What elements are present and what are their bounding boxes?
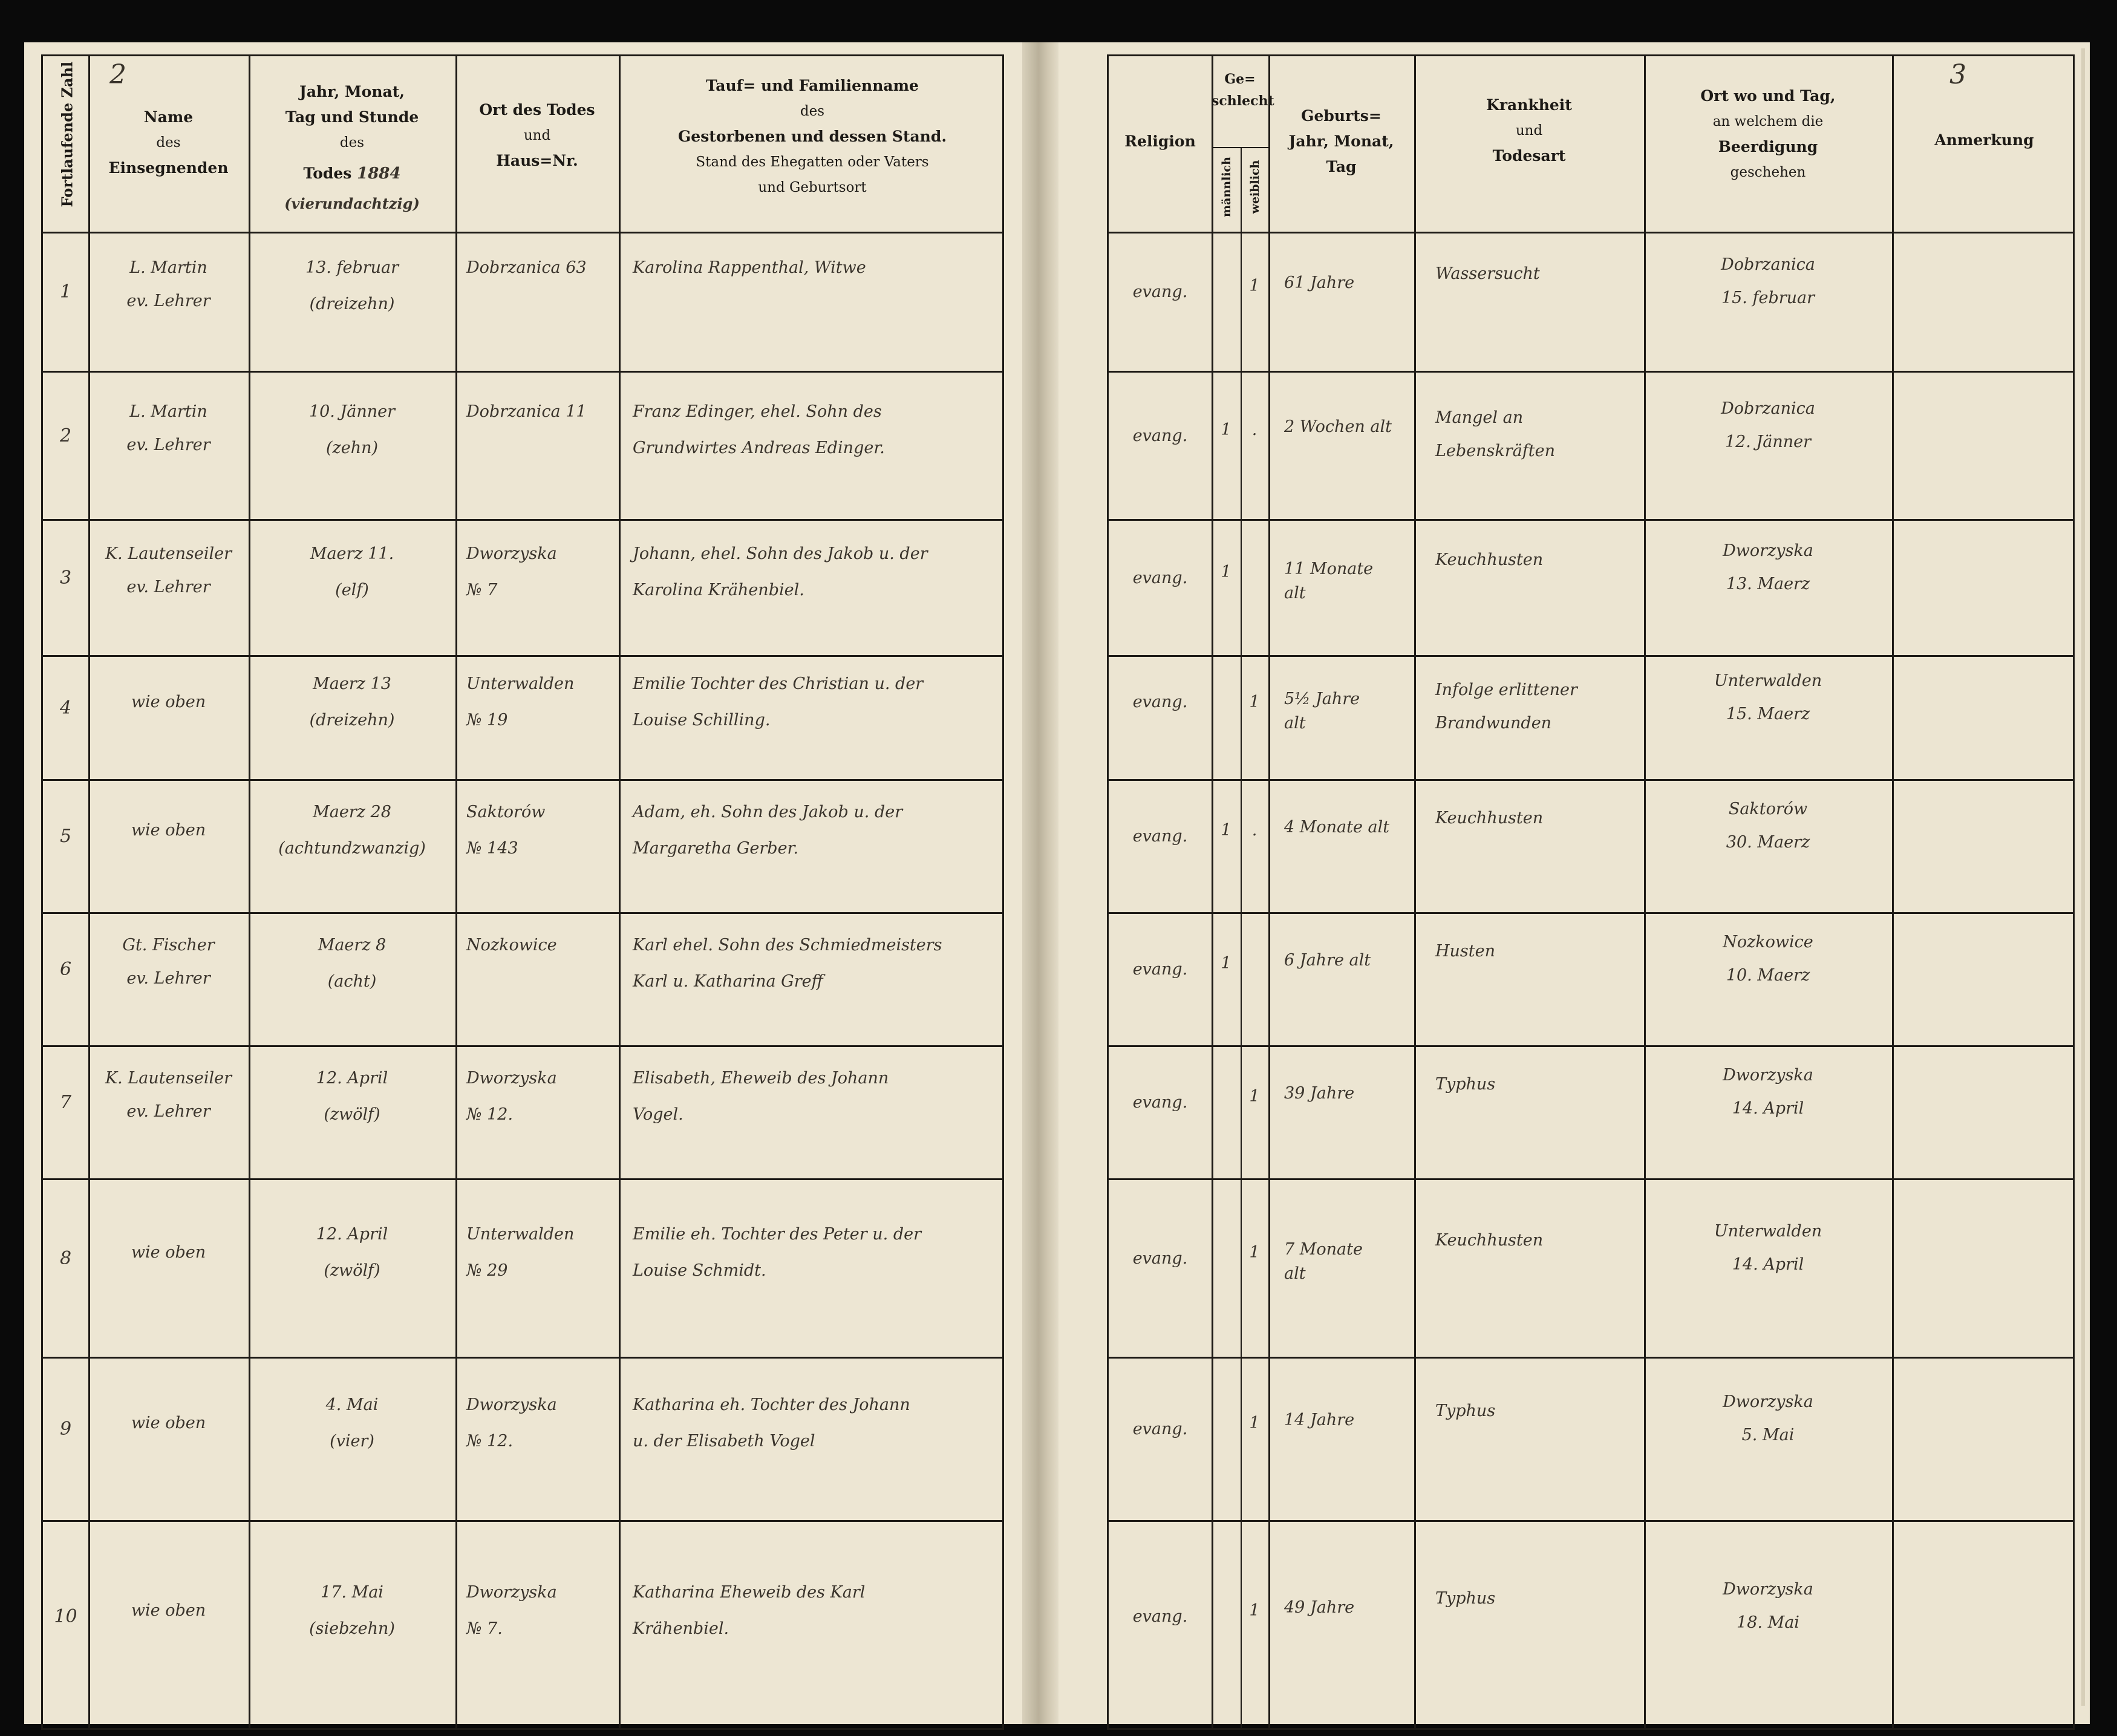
entry-female: 1 (1249, 1242, 1260, 1262)
entry-age: alt (1284, 1264, 1306, 1283)
header-date-note: (vierundachtzig) (284, 195, 420, 212)
entry-burial: Dworzyska (1723, 541, 1813, 560)
entry-female: 1 (1249, 1087, 1260, 1106)
row-divider (43, 1178, 1002, 1180)
entry-age: alt (1284, 713, 1306, 733)
entry-female: . (1251, 821, 1257, 840)
header-female: weiblich (1248, 160, 1262, 214)
entry-religion: evang. (1132, 568, 1188, 587)
entry-officiant: wie oben (131, 821, 206, 840)
entry-date: (zwölf) (324, 1105, 380, 1124)
entry-date: 13. februar (305, 258, 399, 277)
entry-date: Maerz 8 (318, 936, 387, 954)
entry-deceased: Karolina Rappenthal, Witwe (633, 258, 866, 277)
entry-number: 4 (59, 697, 72, 719)
entry-deceased: Krähenbiel. (633, 1619, 729, 1638)
entry-religion: evang. (1132, 692, 1188, 711)
entry-age: 7 Monate (1284, 1239, 1363, 1259)
row-divider (1109, 912, 2073, 914)
entry-date: (zehn) (325, 438, 379, 457)
entry-age: 2 Wochen alt (1284, 417, 1392, 436)
entry-deceased: Johann, ehel. Sohn des Jakob u. der (633, 544, 928, 563)
entry-cause: Brandwunden (1435, 713, 1552, 733)
row-divider (43, 519, 1002, 521)
book-gutter (1022, 42, 1058, 1724)
row-divider (43, 655, 1002, 657)
header-place: Ort des Todes und Haus=Nr. (479, 101, 595, 169)
entry-deceased: Franz Edinger, ehel. Sohn des (633, 402, 882, 421)
entry-officiant: ev. Lehrer (126, 969, 210, 988)
entry-place: № 12. (466, 1432, 514, 1450)
entry-cause: Typhus (1435, 1402, 1496, 1420)
entry-deceased: Katharina Eheweib des Karl (633, 1583, 866, 1602)
entry-number: 7 (59, 1092, 72, 1113)
entry-burial: 13. Maerz (1726, 574, 1810, 593)
entry-age: 6 Jahre alt (1284, 951, 1371, 970)
entry-cause: Husten (1435, 942, 1496, 961)
row-divider (43, 371, 1002, 373)
left-ledger-table (41, 54, 1004, 1730)
entry-date: (vier) (330, 1432, 374, 1450)
entry-cause: Lebenskräften (1435, 441, 1555, 460)
entry-age: 5½ Jahre (1284, 689, 1360, 708)
header-date-year: 1884 (357, 165, 401, 183)
entry-age: 14 Jahre (1284, 1411, 1355, 1429)
right-ledger-table (1107, 54, 2075, 1730)
entry-burial: Dworzyska (1723, 1392, 1813, 1411)
entry-age: 49 Jahre (1284, 1598, 1355, 1617)
entry-female: . (1251, 420, 1257, 439)
row-divider (1109, 1357, 2073, 1359)
entry-male: 1 (1221, 562, 1231, 581)
entry-burial: 12. Jänner (1724, 432, 1812, 451)
entry-date: (dreizehn) (309, 295, 395, 313)
entry-officiant: Gt. Fischer (122, 936, 215, 954)
entry-religion: evang. (1132, 1420, 1188, 1438)
entry-cause: Wassersucht (1435, 264, 1540, 283)
entry-burial: 5. Mai (1741, 1426, 1795, 1444)
entry-deceased: Elisabeth, Eheweib des Johann (633, 1069, 889, 1088)
entry-age: 11 Monate (1284, 559, 1374, 578)
entry-deceased: Adam, eh. Sohn des Jakob u. der (633, 803, 903, 821)
entry-burial: 15. februar (1721, 289, 1815, 307)
entry-place: № 12. (466, 1105, 514, 1124)
entry-place: № 7. (466, 1619, 503, 1638)
entry-male: 1 (1221, 821, 1231, 840)
row-divider (1109, 1045, 2073, 1047)
entry-officiant: L. Martin (129, 258, 207, 277)
entry-date: (siebzehn) (309, 1619, 395, 1638)
entry-date: 12. April (316, 1224, 388, 1244)
entry-male: 1 (1221, 954, 1231, 973)
entry-number: 1 (59, 281, 72, 302)
row-divider (43, 1520, 1002, 1522)
row-divider (1109, 371, 2073, 373)
entry-religion: evang. (1132, 1093, 1188, 1112)
entry-date: (achtundzwanzig) (278, 839, 426, 858)
entry-date: (elf) (335, 580, 369, 599)
entry-officiant: ev. Lehrer (126, 1102, 210, 1121)
page-number-left: 2 (109, 59, 126, 90)
entry-officiant: wie oben (131, 1601, 206, 1620)
header-index: Fortlaufende Zahl (58, 61, 76, 207)
row-divider (43, 1045, 1002, 1047)
entry-male: 1 (1221, 420, 1231, 439)
entry-cause: Typhus (1435, 1589, 1496, 1608)
entry-cause: Typhus (1435, 1075, 1496, 1094)
entry-number: 5 (59, 826, 72, 847)
header-sex: Ge= schlecht (1212, 71, 1274, 109)
entry-officiant: ev. Lehrer (126, 577, 210, 596)
entry-officiant: K. Lautenseiler (105, 1069, 232, 1088)
entry-deceased: u. der Elisabeth Vogel (633, 1432, 815, 1450)
entry-number: 10 (54, 1606, 77, 1627)
entry-age: 39 Jahre (1284, 1084, 1355, 1103)
entry-deceased: Katharina eh. Tochter des Johann (633, 1395, 910, 1414)
entry-deceased: Emilie eh. Tochter des Peter u. der (633, 1224, 921, 1244)
entry-religion: evang. (1132, 960, 1188, 979)
entry-date: (acht) (327, 972, 377, 991)
row-divider (43, 779, 1002, 781)
entry-age: 4 Monate alt (1284, 818, 1390, 837)
header-burial: Ort wo und Tag, an welchem die Beerdigung geschehen (1700, 87, 1836, 180)
entry-burial: 18. Mai (1737, 1613, 1799, 1632)
row-divider (1109, 1178, 2073, 1180)
entry-deceased: Margaretha Gerber. (633, 839, 799, 858)
entry-female: 1 (1249, 1414, 1260, 1432)
entry-number: 2 (59, 425, 72, 446)
entry-burial: Unterwalden (1714, 671, 1822, 690)
entry-officiant: wie oben (131, 692, 206, 711)
entry-deceased: Grundwirtes Andreas Edinger. (633, 438, 885, 457)
entry-officiant: ev. Lehrer (126, 435, 210, 454)
entry-cause: Keuchhusten (1435, 550, 1544, 569)
entry-date: Maerz 11. (310, 544, 394, 563)
entry-deceased: Karl u. Katharina Greff (633, 972, 823, 991)
entry-burial: Dobrzanica (1721, 255, 1815, 274)
entry-deceased: Emilie Tochter des Christian u. der (633, 674, 924, 693)
entry-female: 1 (1249, 692, 1260, 711)
entry-date: 4. Mai (325, 1395, 379, 1414)
entry-place: Dobrzanica 11 (466, 402, 587, 421)
entry-burial: Dworzyska (1723, 1066, 1813, 1085)
entry-date: Maerz 13 (313, 674, 391, 693)
row-divider (1109, 1520, 2073, 1522)
row-divider (1109, 519, 2073, 521)
entry-burial: 14. April (1732, 1099, 1804, 1118)
entry-place: Dworzyska (466, 1395, 557, 1414)
entry-age: 61 Jahre (1284, 273, 1355, 292)
entry-burial: Dobrzanica (1721, 399, 1815, 418)
entry-date: (dreizehn) (309, 710, 395, 729)
entry-burial: 10. Maerz (1726, 966, 1810, 985)
row-divider (1109, 779, 2073, 781)
entry-place: № 143 (466, 839, 518, 858)
entry-burial: 30. Maerz (1726, 833, 1810, 852)
entry-date: 12. April (316, 1069, 388, 1088)
entry-officiant: ev. Lehrer (126, 292, 210, 310)
header-religion: Religion (1124, 132, 1196, 150)
entry-religion: evang. (1132, 1607, 1188, 1626)
header-cause: Krankheit und Todesart (1486, 96, 1572, 165)
entry-number: 6 (59, 959, 72, 980)
header-deceased: Tauf= und Familienname des Gestorbenen und dessen Stand. Stand des Ehegatten oder Vaters und Geburtsort (677, 77, 947, 195)
row-divider (1109, 655, 2073, 657)
entry-place: № 19 (466, 710, 508, 729)
row-divider (43, 1357, 1002, 1359)
entry-officiant: L. Martin (129, 402, 207, 421)
entry-female: 1 (1249, 276, 1260, 295)
entry-place: Dworzyska (466, 1583, 557, 1602)
entry-burial: 15. Maerz (1726, 704, 1810, 723)
entry-cause: Keuchhusten (1435, 1230, 1544, 1250)
entry-burial: Saktorów (1728, 800, 1808, 818)
entry-date: 10. Jänner (308, 402, 396, 421)
entry-burial: Nozkowice (1723, 933, 1813, 951)
header-age: Geburts= Jahr, Monat, Tag (1288, 107, 1394, 175)
entry-officiant: K. Lautenseiler (105, 544, 232, 563)
entry-religion: evang. (1132, 282, 1188, 301)
page-edge (2081, 48, 2085, 1706)
entry-female: 1 (1249, 1601, 1260, 1620)
entry-religion: evang. (1132, 1248, 1188, 1268)
entry-place: Dworzyska (466, 1069, 557, 1088)
entry-religion: evang. (1132, 827, 1188, 846)
header-remarks: Anmerkung (1934, 131, 2034, 149)
entry-deceased: Louise Schilling. (633, 710, 771, 729)
entry-age: alt (1284, 583, 1306, 602)
entry-religion: evang. (1132, 426, 1188, 445)
entry-officiant: wie oben (131, 1242, 206, 1262)
entry-burial: 14. April (1732, 1255, 1804, 1274)
entry-deceased: Vogel. (633, 1105, 683, 1124)
entry-place: Nozkowice (466, 936, 557, 954)
entry-date: (zwölf) (324, 1261, 380, 1280)
row-divider (43, 912, 1002, 914)
entry-burial: Unterwalden (1714, 1221, 1822, 1241)
entry-cause: Keuchhusten (1435, 809, 1544, 827)
entry-place: Dworzyska (466, 544, 557, 563)
entry-place: № 7 (466, 580, 498, 599)
page-number-right: 3 (1949, 59, 1966, 90)
entry-burial: Dworzyska (1723, 1580, 1813, 1599)
header-male: männlich (1220, 157, 1233, 217)
entry-deceased: Louise Schmidt. (633, 1261, 766, 1280)
entry-place: Unterwalden (466, 674, 575, 693)
entry-place: № 29 (466, 1261, 508, 1280)
header-date: Jahr, Monat, Tag und Stunde des Todes 1884 (vierundachtzig) (249, 79, 455, 216)
entry-number: 3 (59, 567, 72, 589)
entry-place: Dobrzanica 63 (466, 258, 587, 277)
entry-deceased: Karl ehel. Sohn des Schmiedmeisters (633, 936, 942, 954)
entry-number: 8 (59, 1247, 72, 1269)
entry-number: 9 (59, 1418, 72, 1440)
entry-officiant: wie oben (131, 1414, 206, 1432)
entry-cause: Infolge erlittener (1435, 680, 1577, 699)
entry-deceased: Karolina Krähenbiel. (633, 580, 804, 599)
header-name: Name des Einsegnenden (108, 108, 229, 177)
entry-cause: Mangel an (1435, 408, 1524, 427)
entry-place: Unterwalden (466, 1224, 575, 1244)
entry-place: Saktorów (466, 803, 546, 821)
entry-date: Maerz 28 (313, 803, 391, 821)
entry-date: 17. Mai (321, 1583, 383, 1602)
